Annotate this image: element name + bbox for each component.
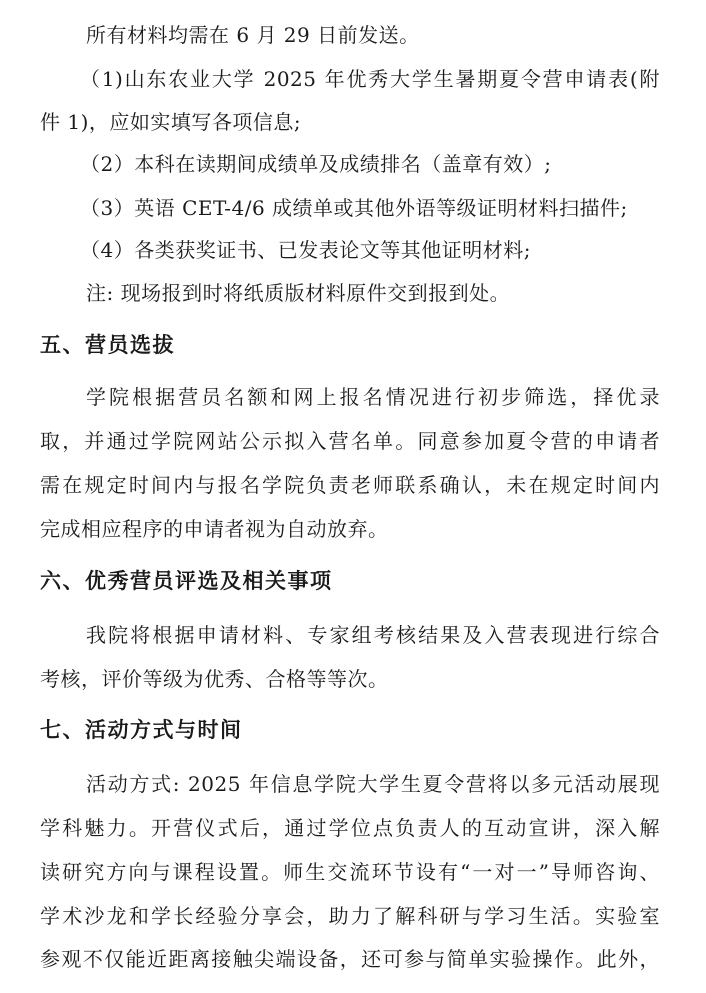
- section-5-heading: 五、营员选拔: [40, 333, 175, 357]
- materials-item-4: （4）各类获奖证书、已发表论文等其他证明材料;: [80, 238, 531, 262]
- section-5-line-2: 取，并通过学院网站公示拟入营名单。同意参加夏令营的申请者: [40, 429, 660, 453]
- section-7-line-1: 活动方式: 2025 年信息学院大学生夏令营将以多元活动展现: [86, 772, 660, 796]
- section-7-line-3: 读研究方向与课程设置。师生交流环节设有“一对一”导师咨询、: [40, 860, 660, 884]
- section-5-line-3: 需在规定时间内与报名学院负责老师联系确认，未在规定时间内: [40, 473, 660, 497]
- materials-item-1-line-2: 件 1)，应如实填写各项信息;: [40, 110, 302, 134]
- section-6-heading: 六、优秀营员评选及相关事项: [40, 569, 333, 593]
- section-7-line-5: 参观不仅能近距离接触尖端设备，还可参与简单实验操作。此外，: [40, 947, 660, 971]
- section-5-line-4: 完成相应程序的申请者视为自动放弃。: [40, 517, 389, 541]
- section-5-line-1: 学院根据营员名额和网上报名情况进行初步筛选，择优录: [86, 385, 660, 409]
- materials-note: 注: 现场报到时将纸质版材料原件交到报到处。: [86, 281, 511, 305]
- materials-item-3: （3）英语 CET-4/6 成绩单或其他外语等级证明材料扫描件;: [80, 196, 628, 220]
- section-6-line-1: 我院将根据申请材料、专家组考核结果及入营表现进行综合: [86, 623, 660, 647]
- section-7-line-4: 学术沙龙和学长经验分享会，助力了解科研与学习生活。实验室: [40, 904, 660, 928]
- materials-deadline: 所有材料均需在 6 月 29 日前发送。: [86, 23, 420, 47]
- materials-item-1-line-1: （1)山东农业大学 2025 年优秀大学生暑期夏令营申请表(附: [80, 67, 660, 91]
- section-7-line-2: 学科魅力。开营仪式后，通过学位点负责人的互动宣讲，深入解: [40, 816, 660, 840]
- section-6-line-2: 考核，评价等级为优秀、合格等等次。: [40, 667, 389, 691]
- materials-item-2: （2）本科在读期间成绩单及成绩排名（盖章有效）;: [80, 152, 552, 176]
- section-7-heading: 七、活动方式与时间: [40, 718, 243, 742]
